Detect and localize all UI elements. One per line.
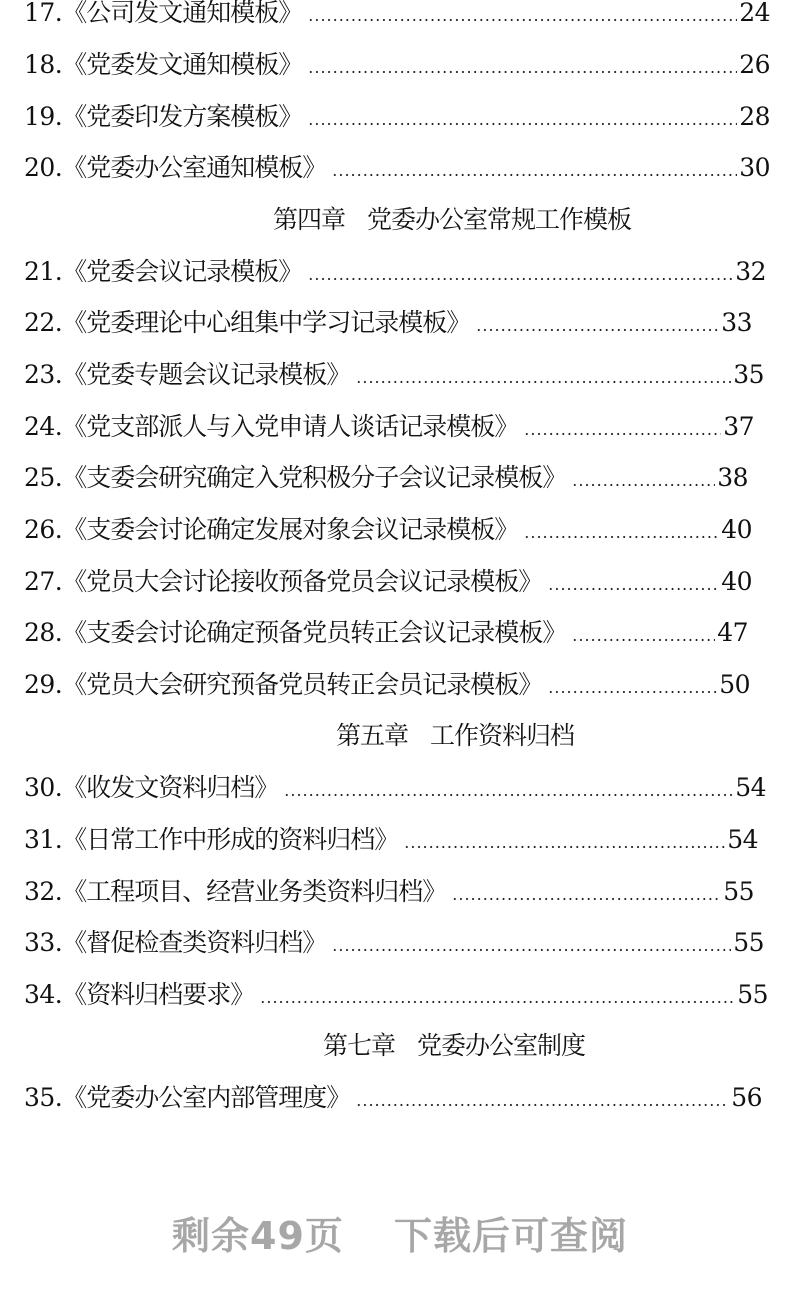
entry-page-number: 54 <box>735 773 766 802</box>
entry-number: 21. <box>24 257 63 286</box>
entry-page-number: 55 <box>733 928 764 957</box>
entry-page-number: 55 <box>723 877 754 906</box>
toc-entry[interactable] <box>24 358 764 392</box>
dot-leader <box>476 309 719 343</box>
chapter-title: 党委办公室常规工作模板 <box>367 205 632 234</box>
entry-page-number: 40 <box>721 515 752 544</box>
toc-entry[interactable] <box>24 461 748 495</box>
dot-leader <box>332 929 731 963</box>
dot-leader <box>308 0 737 33</box>
toc-entry[interactable] <box>24 100 770 134</box>
dot-leader <box>308 103 737 137</box>
entry-number: 32. <box>24 877 63 906</box>
entry-number: 25. <box>24 463 63 492</box>
entry-page-number: 28 <box>739 102 770 131</box>
dot-leader <box>452 878 721 912</box>
entry-page-number: 38 <box>717 463 748 492</box>
dot-leader <box>572 464 715 498</box>
toc-entry[interactable] <box>24 48 770 82</box>
toc-entry[interactable] <box>24 926 764 960</box>
chapter-label: 第七章 <box>323 1031 396 1060</box>
toc-entry[interactable] <box>24 875 754 909</box>
entry-number: 24. <box>24 412 63 441</box>
entry-title: 《党员大会讨论接收预备党员会议记录模板》 <box>62 567 543 596</box>
entry-title: 《党委会议记录模板》 <box>62 257 303 286</box>
dot-leader <box>572 619 715 653</box>
dot-leader <box>356 361 731 395</box>
dot-leader <box>356 1084 729 1118</box>
entry-title: 《支委会研究确定入党积极分子会议记录模板》 <box>62 463 567 492</box>
entry-number: 30. <box>24 773 63 802</box>
chapter-label: 第五章 <box>336 721 409 750</box>
dot-leader <box>308 258 733 292</box>
entry-title: 《工程项目、经营业务类资料归档》 <box>62 877 447 906</box>
toc-entry[interactable] <box>24 616 748 650</box>
entry-page-number: 50 <box>719 670 750 699</box>
entry-number: 18. <box>24 50 63 79</box>
toc-entry[interactable] <box>24 513 752 547</box>
entry-page-number: 54 <box>727 825 758 854</box>
entry-number: 28. <box>24 618 63 647</box>
entry-page-number: 32 <box>735 257 766 286</box>
toc-entry[interactable] <box>24 978 768 1012</box>
entry-title: 《资料归档要求》 <box>62 980 255 1009</box>
dot-leader <box>524 413 721 447</box>
dot-leader <box>284 774 733 808</box>
entry-page-number: 37 <box>723 412 754 441</box>
chapter-heading <box>323 1029 585 1063</box>
entry-title: 《支委会讨论确定发展对象会议记录模板》 <box>62 515 519 544</box>
chapter-heading <box>273 203 631 237</box>
toc-entry[interactable] <box>24 151 770 185</box>
dot-leader <box>308 51 737 85</box>
toc-entry[interactable] <box>24 1081 762 1115</box>
download-prompt[interactable] <box>0 1205 800 1260</box>
toc-entry[interactable] <box>24 255 766 289</box>
entry-page-number: 40 <box>721 567 752 596</box>
toc-entry[interactable] <box>24 823 758 857</box>
chapter-heading <box>336 719 574 753</box>
entry-number: 22. <box>24 308 63 337</box>
toc-entry[interactable] <box>24 0 770 30</box>
entry-title: 《党委理论中心组集中学习记录模板》 <box>62 308 471 337</box>
remaining-pages-text: 剩余49页 <box>172 1214 344 1258</box>
entry-number: 27. <box>24 567 63 596</box>
entry-number: 29. <box>24 670 63 699</box>
entry-title: 《督促检查类资料归档》 <box>62 928 327 957</box>
entry-number: 19. <box>24 102 63 131</box>
entry-page-number: 35 <box>733 360 764 389</box>
dot-leader <box>404 826 725 860</box>
chapter-title: 工作资料归档 <box>430 721 575 750</box>
entry-title: 《党委办公室通知模板》 <box>62 153 327 182</box>
toc-entry[interactable] <box>24 668 750 702</box>
chapter-title: 党委办公室制度 <box>417 1031 586 1060</box>
entry-page-number: 33 <box>721 308 752 337</box>
entry-number: 31. <box>24 825 63 854</box>
entry-title: 《日常工作中形成的资料归档》 <box>62 825 399 854</box>
entry-title: 《党支部派人与入党申请人谈话记录模板》 <box>62 412 519 441</box>
dot-leader <box>524 516 719 550</box>
toc-entry[interactable] <box>24 771 766 805</box>
entry-page-number: 30 <box>739 153 770 182</box>
entry-title: 《党委发文通知模板》 <box>62 50 303 79</box>
entry-number: 33. <box>24 928 63 957</box>
entry-number: 23. <box>24 360 63 389</box>
download-to-view-text: 下载后可查阅 <box>393 1214 628 1258</box>
entry-title: 《支委会讨论确定预备党员转正会议记录模板》 <box>62 618 567 647</box>
entry-title: 《党员大会研究预备党员转正会员记录模板》 <box>62 670 543 699</box>
dot-leader <box>332 154 737 188</box>
toc-entry[interactable] <box>24 565 752 599</box>
entry-number: 35. <box>24 1083 63 1112</box>
entry-page-number: 26 <box>739 50 770 79</box>
chapter-label: 第四章 <box>273 205 346 234</box>
entry-title: 《党委印发方案模板》 <box>62 102 303 131</box>
entry-page-number: 55 <box>737 980 768 1009</box>
entry-title: 《收发文资料归档》 <box>62 773 279 802</box>
toc-entry[interactable] <box>24 410 754 444</box>
toc-entry[interactable] <box>24 306 752 340</box>
dot-leader <box>260 981 735 1015</box>
entry-title: 《党委办公室内部管理度》 <box>62 1083 351 1112</box>
entry-page-number: 47 <box>717 618 748 647</box>
entry-title: 《公司发文通知模板》 <box>62 0 303 27</box>
dot-leader <box>548 568 719 602</box>
dot-leader <box>548 671 717 705</box>
entry-number: 26. <box>24 515 63 544</box>
entry-title: 《党委专题会议记录模板》 <box>62 360 351 389</box>
entry-page-number: 56 <box>731 1083 762 1112</box>
entry-number: 17. <box>24 0 63 27</box>
entry-page-number: 24 <box>739 0 770 27</box>
entry-number: 34. <box>24 980 63 1009</box>
entry-number: 20. <box>24 153 63 182</box>
